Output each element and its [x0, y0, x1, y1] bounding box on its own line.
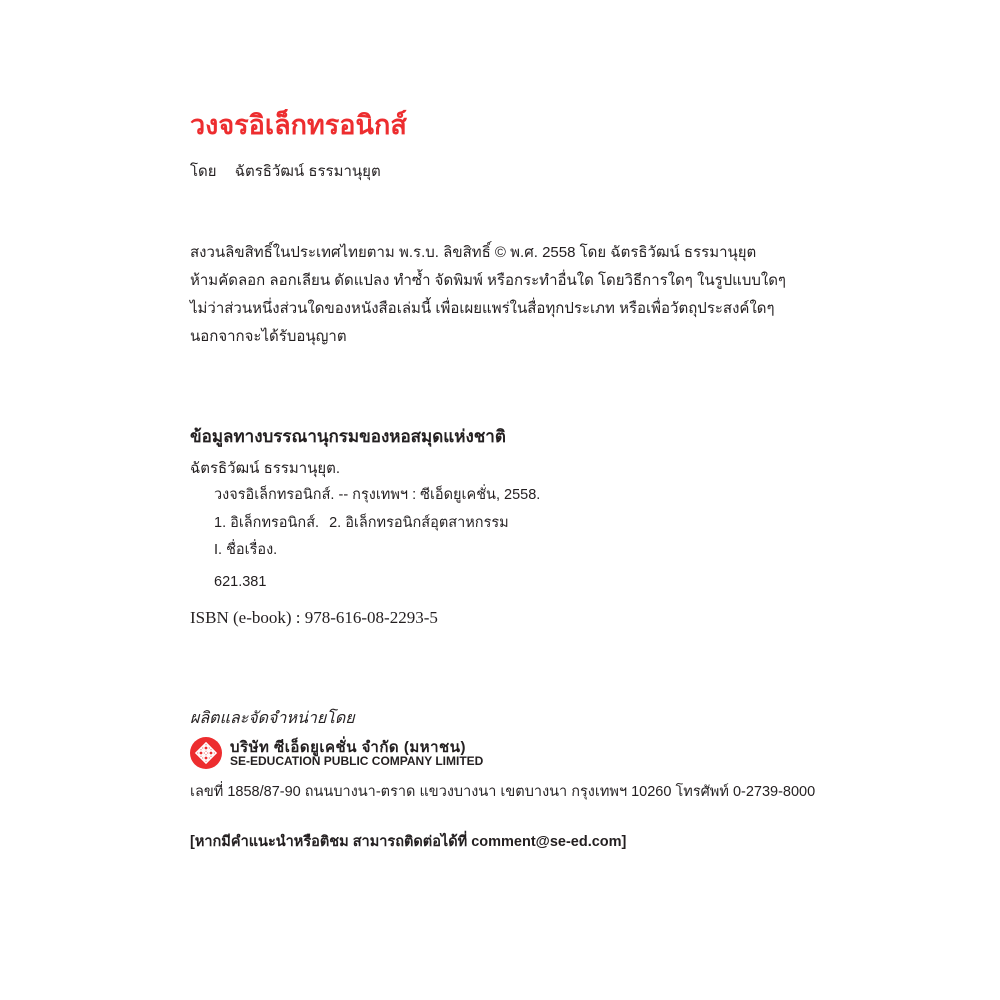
- copyright-line: สงวนลิขสิทธิ์ในประเทศไทยตาม พ.ร.บ. ลิขสิทธิ์ © พ.ศ. 2558 โดย ฉัตรธิวัฒน์ ธรรมานุยุต: [190, 244, 757, 261]
- book-title: วงจรอิเล็กทรอนิกส์: [190, 110, 407, 141]
- isbn: ISBN (e-book) : 978-616-08-2293-5: [190, 608, 438, 627]
- catalog-details: [214, 482, 540, 596]
- byline: [190, 159, 381, 183]
- copyright-line: นอกจากจะได้รับอนุญาต: [190, 328, 347, 345]
- by-label: โดย: [190, 163, 217, 180]
- contact-note: [หากมีคำแนะนำหรือติชม สามารถติดต่อได้ที่ comment@se-ed.com]: [190, 834, 627, 850]
- catalog-subjects: [214, 510, 540, 538]
- copyright-line: ห้ามคัดลอก ลอกเลียน ดัดแปลง ทำซ้ำ จัดพิมพ์ หรือกระทำอื่นใด โดยวิธีการใดๆ ในรูปแบบใดๆ: [190, 272, 786, 289]
- catalog-class-number: 621.381: [214, 573, 267, 590]
- copyright-page: [190, 0, 970, 1000]
- catalog-subject: 1. อิเล็กทรอนิกส์.: [214, 514, 320, 531]
- copyright-line: ไม่ว่าส่วนหนึ่งส่วนใดของหนังสือเล่มนี้ เพื่อเผยแพร่ในสื่อทุกประเภท หรือเพื่อวัตถุประสงค์ใดๆ: [190, 300, 775, 317]
- copyright-notice: [190, 239, 970, 351]
- publisher-address: เลขที่ 1858/87-90 ถนนบางนา-ตราด แขวงบางนา เขตบางนา กรุงเทพฯ 10260 โทรศัพท์ 0-2739-8000: [190, 784, 816, 800]
- catalog-title-entry: I. ชื่อเรื่อง.: [214, 542, 278, 558]
- catalog-author-entry: ฉัตรธิวัฒน์ ธรรมานุยุต.: [190, 460, 341, 477]
- publisher-name-thai: บริษัท ซีเอ็ดยูเคชั่น จำกัด (มหาชน): [230, 739, 466, 756]
- produced-by-label: ผลิตและจัดจำหน่ายโดย: [190, 710, 355, 727]
- catalog-title-line: วงจรอิเล็กทรอนิกส์. -- กรุงเทพฯ : ซีเอ็ดยูเคชั่น, 2558.: [214, 487, 541, 503]
- publisher-name-english: SE-EDUCATION PUBLIC COMPANY LIMITED: [230, 754, 484, 768]
- se-ed-logo-icon: [190, 737, 222, 769]
- catalog-heading: ข้อมูลทางบรรณานุกรมของหอสมุดแห่งชาติ: [190, 427, 506, 447]
- author-name: ฉัตรธิวัฒน์ ธรรมานุยุต: [234, 163, 381, 180]
- catalog-subject: 2. อิเล็กทรอนิกส์อุตสาหกรรม: [329, 514, 509, 531]
